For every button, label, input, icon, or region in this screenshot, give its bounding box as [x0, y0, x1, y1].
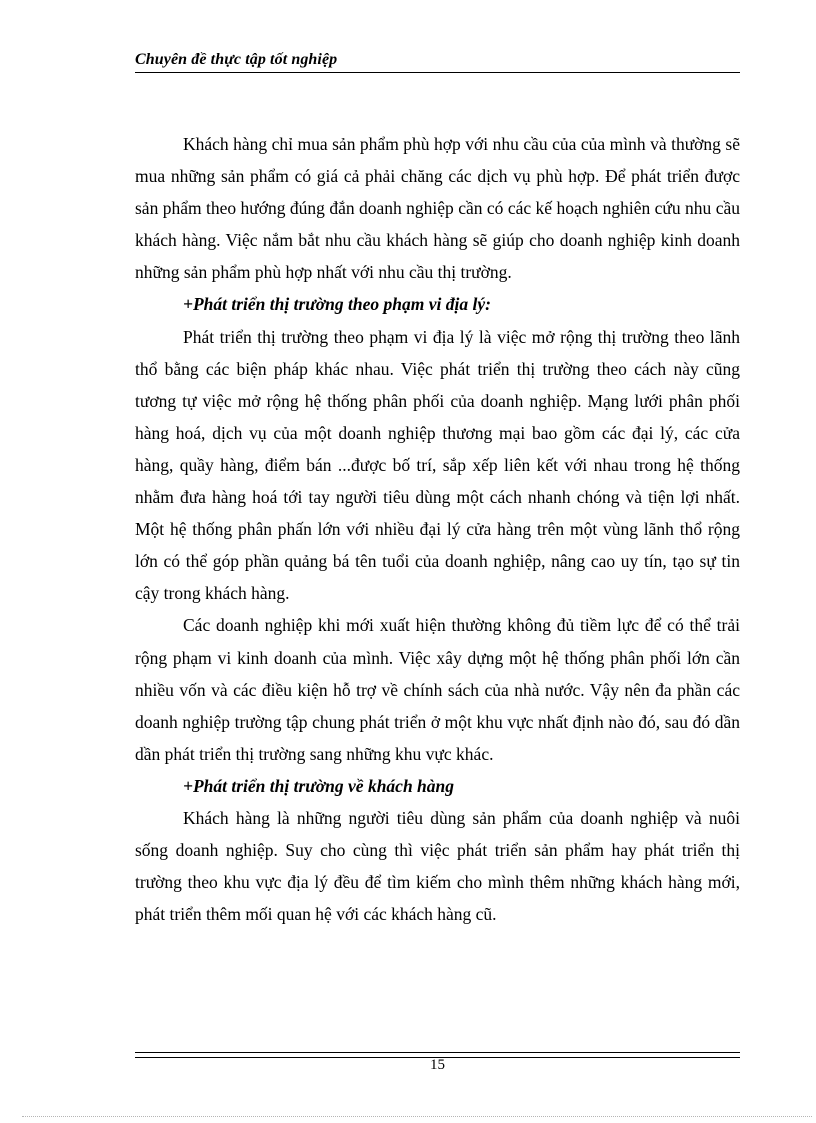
body-text — [135, 128, 740, 930]
section-heading-geographic: +Phát triển thị trường theo phạm vi địa lý: — [183, 294, 491, 315]
page-header — [135, 50, 740, 73]
paragraph-new-enterprises: Các doanh nghiệp khi mới xuất hiện thường không đủ tiềm lực để có thể trải rộng phạm vi kinh doanh của mình. Việc xây dựng một hệ thống phân phối lớn cần nhiều vốn và các điều kiện hỗ trợ về chính sách của nhà nước. Vậy nên đa phần các doanh nghiệp trường tập chung phát triển ở một khu vực nhất định nào đó, sau đó dần dần phát triển thị trường sang những khu vực khác. — [135, 615, 740, 764]
paragraph-customer-development: Khách hàng là những người tiêu dùng sản phẩm của doanh nghiệp và nuôi sống doanh nghiệp. Suy cho cùng thì việc phát triển sản phẩm hay phát triển thị trường theo khu vực địa lý đều để tìm kiếm cho mình thêm những khách hàng mới, phát triển thêm mối quan hệ với các khách hàng cũ. — [135, 807, 740, 925]
page-edge-divider — [22, 1116, 812, 1117]
section-heading-customers: +Phát triển thị trường về khách hàng — [183, 775, 455, 796]
header-title: Chuyên đề thực tập tốt nghiệp — [135, 51, 338, 68]
paragraph-geographic-development: Phát triển thị trường theo phạm vi địa lý là việc mở rộng thị trường theo lãnh thổ bằng các biện pháp khác nhau. Việc phát triển thị trường theo cách này cũng tương tự việc mở rộng hệ thống phân phối của doanh nghiệp. Mạng lưới phân phối hàng hoá, dịch vụ của một doanh nghiệp thương mại bao gồm các đại lý, các cửa hàng, quầy hàng, điểm bán ...được bố trí, sắp xếp liên kết với nhau trong hệ thống nhằm đưa hàng hoá tới tay người tiêu dùng một cách nhanh chóng và tiện lợi nhất. Một hệ thống phân phấn lớn với nhiều đại lý cửa hàng trên một vùng lãnh thổ rộng lớn có thể góp phần quảng bá tên tuổi của doanh nghiệp, nâng cao uy tín, tạo sự tin cậy trong khách hàng. — [135, 326, 740, 604]
paragraph-customer-needs: Khách hàng chỉ mua sản phẩm phù hợp với nhu cầu của của mình và thường sẽ mua những sản phẩm có giá cả phải chăng các dịch vụ phù hợp. Để phát triển được sản phẩm theo hướng đúng đắn doanh nghiệp cần có các kế hoạch nghiên cứu nhu cầu khách hàng. Việc nắm bắt nhu cầu khách hàng sẽ giúp cho doanh nghiệp kinh doanh những sản phẩm phù hợp nhất với nhu cầu thị trường. — [135, 134, 740, 283]
page-number: 15 — [430, 1057, 445, 1073]
